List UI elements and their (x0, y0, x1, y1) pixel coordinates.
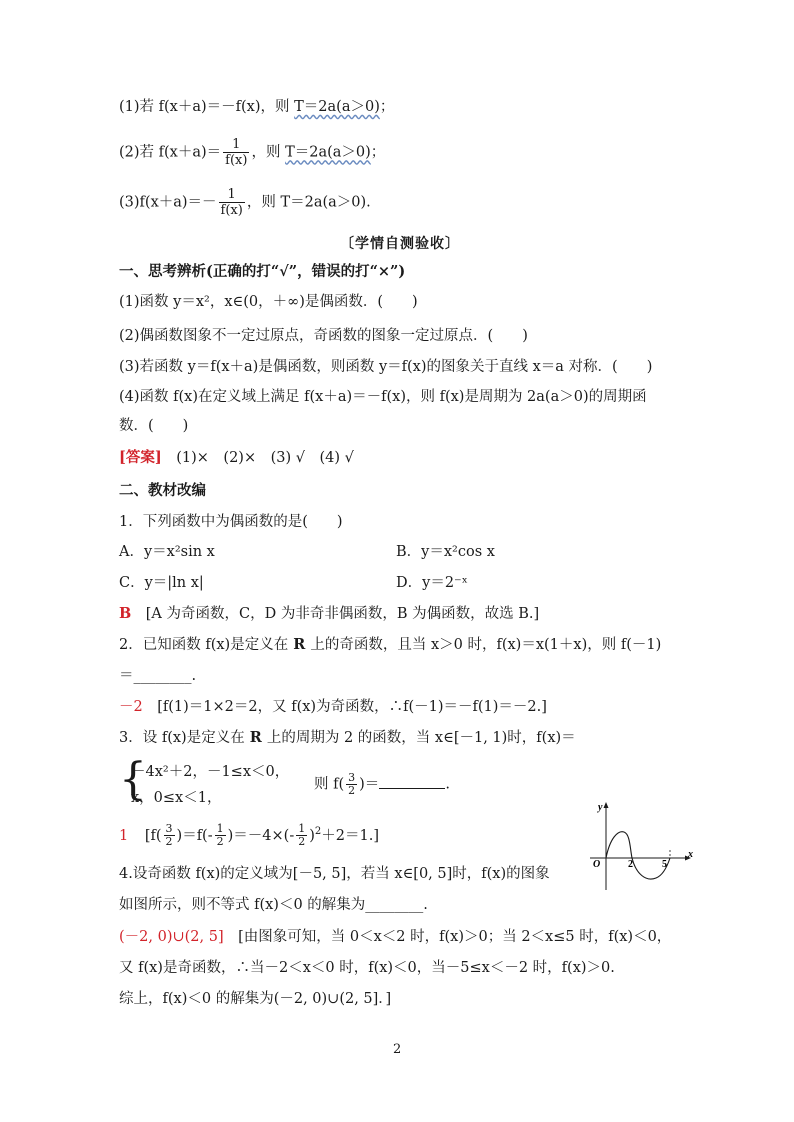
fraction: $\frac{3}{2}$ (348, 771, 356, 797)
answer-label: [答案] (119, 449, 162, 466)
problem-3-stem: 3．设 f(x)是定义在 R 上的周期为 2 的函数，当 x∈[－1, 1)时，f(x)＝ (119, 729, 576, 746)
problem-3-answer: 1 [f( $\frac{3}{2}$ )＝f(- $\frac{1}{2}$ )＝－4×(- $\frac{1}{2}$ )$^2$＋2＝1.] (119, 822, 379, 849)
problem-3-question: 则 f( $\frac{3}{2}$ )＝ . (314, 771, 450, 797)
problem-1-answer: B [A 为奇函数，C，D 为非奇非偶函数，B 为偶函数，故选 B.] (119, 605, 540, 622)
tick-label-2: 2 (628, 859, 633, 870)
fraction: $\frac{3}{2}$ (165, 822, 173, 849)
judge-item-1: (1)函数 y＝x²，x∈(0，＋∞)是偶函数．( ) (119, 294, 418, 310)
problem-4-answer: (－2, 0)∪(2, 5] [由图象可知，当 0＜x＜2 时，f(x)＞0；当 2＜x≤5 时，f(x)＜0， (119, 929, 672, 945)
y-label: y (598, 802, 603, 813)
option-d: D．y＝2⁻ˣ (396, 575, 468, 591)
case-2: x，0≤x＜1， (131, 790, 222, 806)
case-1: －4x²＋2，－1≤x＜0， (131, 764, 290, 780)
problem-4-explanation-3: 综上，f(x)＜0 的解集为(－2, 0)∪(2, 5]．] (119, 991, 392, 1007)
formula-line-1: (1)若 f(x＋a)＝－f(x)，则 T＝2a(a＞0)； (119, 99, 395, 115)
blank-line (379, 774, 445, 789)
answer-line: [答案] (1)× (2)× (3) √ (4) √ (119, 449, 354, 466)
x-label: x (688, 849, 693, 860)
judge-item-3: (3)若函数 y＝f(x＋a)是偶函数，则函数 y＝f(x)的图象关于直线 x＝a 对称．( ) (119, 359, 653, 375)
problem-2-stem-cont: ＝________. (119, 668, 197, 684)
section-title: 〔学情自测验收〕 (340, 236, 460, 252)
part1-heading: 一、思考辨析(正确的打“√”，错误的打“×”) (119, 263, 406, 280)
fraction: $\frac{1}{2}$ (298, 822, 306, 849)
problem-4-stem-cont: 如图所示，则不等式 f(x)＜0 的解集为________. (119, 897, 428, 913)
formula-line-2: (2)若 f(x＋a)＝ $\frac{1}{f(x)}$ ，则 T＝2a(a＞0)； (119, 137, 386, 168)
judge-item-2: (2)偶函数图象不一定过原点，奇函数的图象一定过原点．( ) (119, 328, 528, 344)
option-b: B．y＝x²cos x (396, 544, 495, 560)
problem-1-stem: 1．下列函数中为偶函数的是( ) (119, 514, 343, 530)
left-brace-glyph: { (119, 754, 147, 805)
tick-label-5: 5 (662, 859, 667, 870)
problem-2-stem: 2．已知函数 f(x)是定义在 R 上的奇函数，且当 x＞0 时，f(x)＝x(1＋x)，则 f(－1) (119, 636, 662, 653)
curve (606, 832, 670, 879)
option-a: A．y＝x²sin x (119, 544, 215, 560)
function-graph (584, 800, 696, 892)
origin-label: O (593, 859, 601, 870)
part2-heading: 二、教材改编 (119, 482, 206, 499)
problem-4-explanation-2: 又 f(x)是奇函数，∴当－2＜x＜0 时，f(x)＜0，当－5≤x＜－2 时，f(x)＞0. (119, 960, 615, 976)
y-axis-arrow (604, 802, 609, 808)
option-c: C．y＝|ln x| (119, 575, 204, 591)
fraction: $\frac{1}{2}$ (216, 822, 224, 849)
formula-line-3: (3)f(x＋a)＝－ $\frac{1}{f(x)}$ ，则 T＝2a(a＞0). (119, 187, 371, 218)
judge-item-4-cont: 数．( ) (119, 418, 189, 434)
fraction: $\frac{1}{f(x)}$ (225, 137, 248, 168)
judge-item-4: (4)函数 f(x)在定义域上满足 f(x＋a)＝－f(x)，则 f(x)是周期为 2a(a＞0)的周期函 (119, 389, 647, 405)
problem-2-answer: －2 [f(1)＝1×2＝2，又 f(x)为奇函数，∴f(－1)＝－f(1)＝－2.] (119, 699, 547, 715)
page-number: 2 (393, 1042, 402, 1057)
fraction: $\frac{1}{f(x)}$ (220, 187, 243, 218)
problem-4-stem: 4.设奇函数 f(x)的定义域为[－5, 5]，若当 x∈[0, 5]时，f(x)的图象 (119, 866, 550, 882)
